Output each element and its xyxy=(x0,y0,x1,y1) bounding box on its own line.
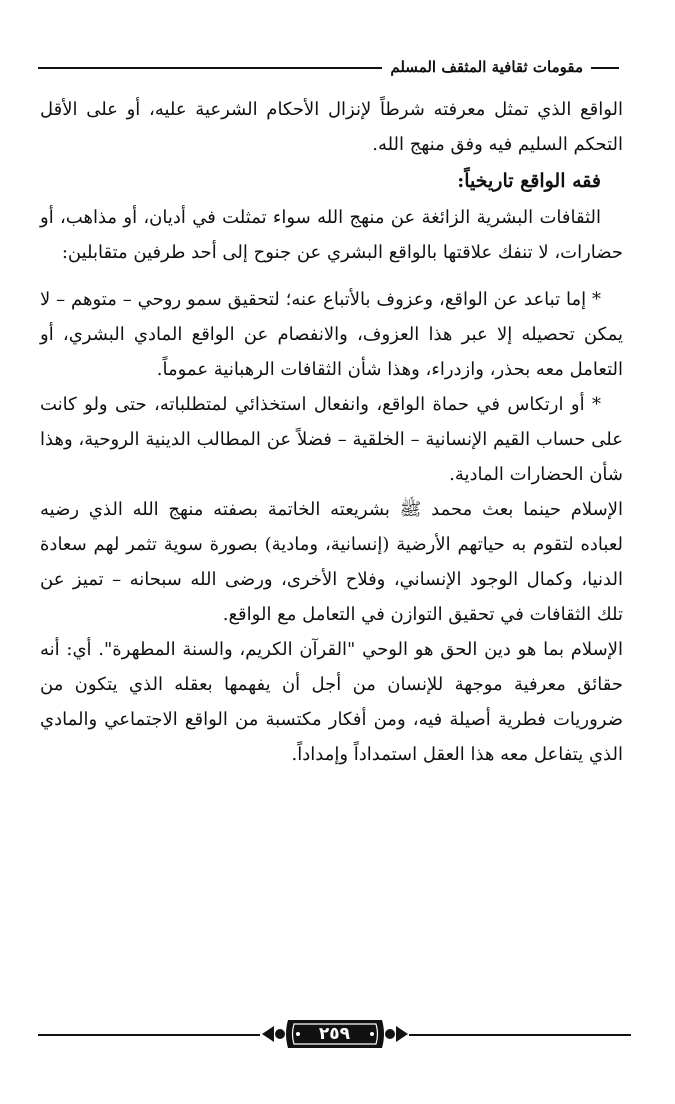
page-number: ٢٥٩ xyxy=(318,1024,351,1044)
paragraph-6: الإسلام بما هو دين الحق هو الوحي "القرآن الكريم، والسنة المطهرة". أي: أنه حقائق معرفية موجهة للإنسان من أجل أن يفهمها بعقله الذي يتكون من ضروريات فطرية أصيلة فيه، ومن أفكار مكتسبة من الواقع الاجتماعي والمادي الذي يتفاعل معه هذا العقل استمداداً وإمداداً. xyxy=(40,639,623,765)
paragraph-2: الثقافات البشرية الزائغة عن منهج الله سواء تمثلت في أديان، أو مذاهب، أو حضارات، لا تنفك علاقتها بالواقع البشري عن جنوح إلى أحد طرفين متقابلين: xyxy=(40,207,623,263)
footer-rule-left xyxy=(38,1034,260,1036)
section-heading: فقه الواقع تاريخياً: xyxy=(457,170,601,192)
page-body xyxy=(40,92,623,772)
paragraph-4: * أو ارتكاس في حماة الواقع، وانفعال استخذائي لمتطلباته، حتى ولو كانت على حساب القيم الإنسانية – الخلقية – فضلاً عن المطالب الدينية الروحية، وهذا شأن الحضارات المادية. xyxy=(40,394,623,485)
paragraph-5: الإسلام حينما بعث محمد ﷺ بشريعته الخاتمة بصفته منهج الله الذي رضيه لعباده لتقوم به حياتهم الأرضية (إنسانية، ومادية) بصورة سوية تثمر لهم سعادة الدنيا، وكمال الوجود الإنساني، وفلاح الأخرى، ورضى الله سبحانه – تميز عن تلك الثقافات في تحقيق التوازن في التعامل مع الواقع. xyxy=(40,499,623,625)
header-rule-short xyxy=(591,67,619,69)
footer-rule-right xyxy=(409,1034,631,1036)
page-footer xyxy=(38,1012,631,1060)
paragraph-1: الواقع الذي تمثل معرفته شرطاً لإنزال الأحكام الشرعية عليه، أو على الأقل التحكم السليم فيه وفق منهج الله. xyxy=(40,99,623,155)
header-title: مقومات ثقافية المثقف المسلم xyxy=(382,56,591,78)
paragraph-3: * إما تباعد عن الواقع، وعزوف بالأتباع عنه؛ لتحقيق سمو روحي – متوهم – لا يمكن تحصيله إلا عبر هذا العزوف، والانفصام عن الواقع المادي البشري، أو التعامل معه بحذر، وازدراء، وهذا شأن الثقافات الرهبانية عموماً. xyxy=(40,289,623,380)
page-number-ornament-icon xyxy=(260,1014,410,1054)
running-header xyxy=(38,56,619,80)
